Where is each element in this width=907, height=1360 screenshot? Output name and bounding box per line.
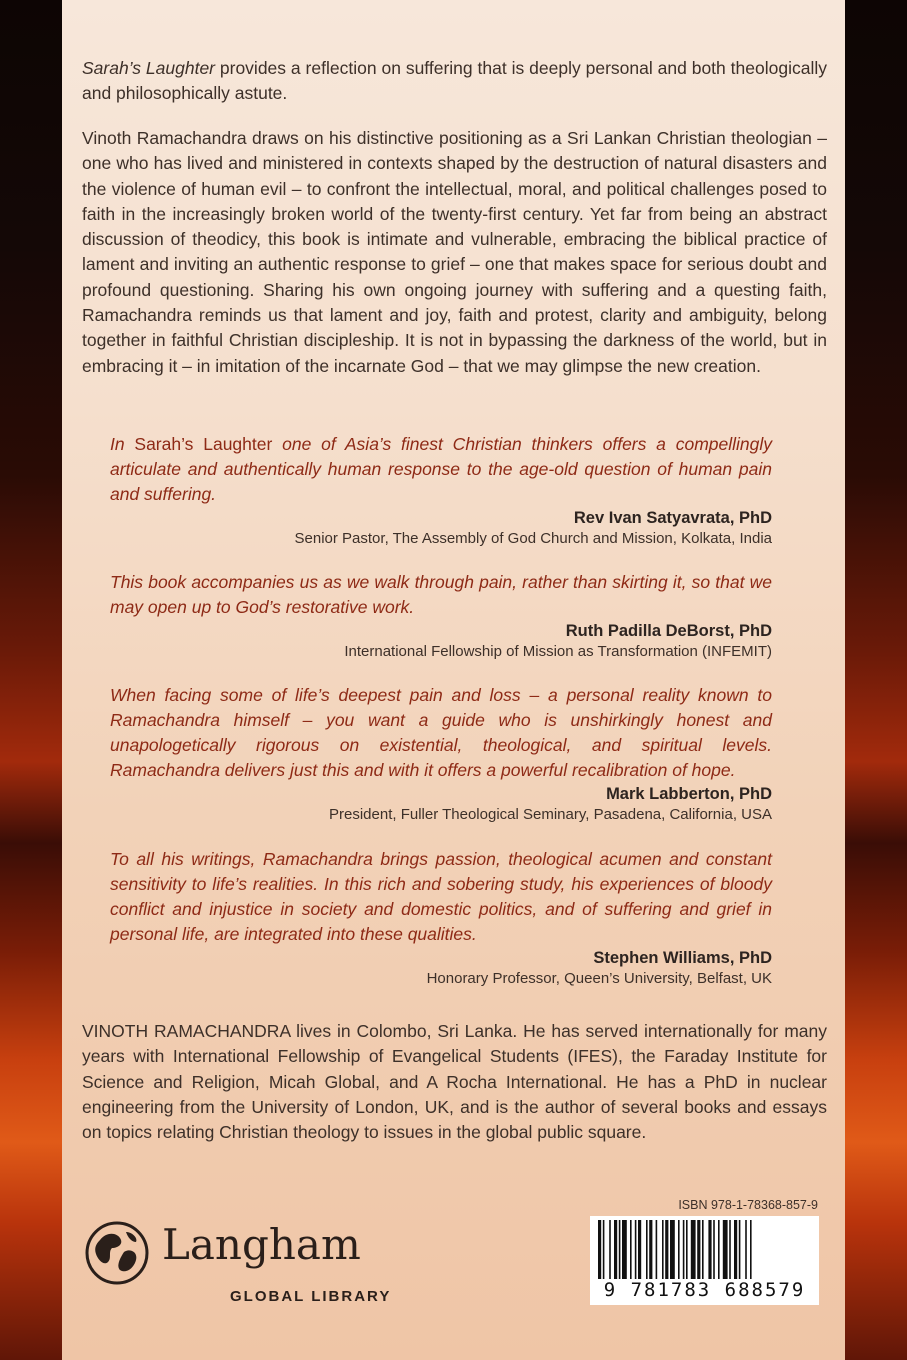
barcode-bars <box>596 1220 813 1280</box>
book-description: Vinoth Ramachandra draws on his distinctive positioning as a Sri Lankan Christian theologian – one who has lived and ministered in contexts shaped by the destruction of natural disasters and the violence of human evil – to confront the intellectual, moral, and political challenges posed to faith in the increasingly broken world of the twenty-first century. Yet far from being an abstract discussion of theodicy, this book is intimate and vulnerable, embracing the biblical practice of lament and inviting an authentic response to grief – one that makes space for serious doubt and profound questioning. Sharing his own ongoing journey with suffering and a questing faith, Ramachandra reminds us that lament and joy, faith and protest, clarity and ambiguity, belong together in faithful Christian discipleship. It is not in bypassing the darkness of the world, but in embracing it – in imitation of the incarnate God – that we may glimpse the new creation. <box>82 128 827 376</box>
barcode-bar <box>649 1220 652 1280</box>
barcode-bar <box>656 1220 658 1280</box>
barcode-bar <box>614 1220 617 1280</box>
barcode-bar <box>697 1220 700 1280</box>
back-cover-panel <box>62 0 845 1360</box>
publisher-logo <box>82 1218 392 1308</box>
barcode-bar <box>662 1220 664 1280</box>
endorsement-1 <box>110 432 772 549</box>
intro-paragraph <box>82 56 827 107</box>
endorsement-quote: In Sarah’s Laughter one of Asia’s finest Christian thinkers offers a compellingly articulate and authentically human response to the age-old question of human pain and suffering. <box>110 434 773 504</box>
barcode-bar <box>646 1220 648 1280</box>
endorser-affiliation: Senior Pastor, The Assembly of God Church and Mission, Kolkata, India <box>294 530 772 547</box>
quoted-book-title: Sarah’s Laughter <box>134 434 273 454</box>
endorsement-4 <box>110 847 772 989</box>
endorser-affiliation: President, Fuller Theological Seminary, Pasadena, California, USA <box>329 806 772 823</box>
barcode <box>590 1216 819 1305</box>
endorsement-2 <box>110 570 772 662</box>
barcode-bar <box>683 1220 685 1280</box>
endorser-name: Stephen Williams, PhD <box>593 949 772 967</box>
barcode-bar <box>603 1220 605 1280</box>
endorsement-3 <box>110 683 772 825</box>
barcode-bar <box>619 1220 621 1280</box>
barcode-bar <box>630 1220 632 1280</box>
barcode-bar <box>729 1220 731 1280</box>
barcode-bar <box>622 1220 627 1280</box>
barcode-bar <box>635 1220 637 1280</box>
barcode-bar <box>678 1220 680 1280</box>
barcode-bar <box>670 1220 675 1280</box>
barcode-bar <box>713 1220 715 1280</box>
endorser-name: Mark Labberton, PhD <box>606 785 772 803</box>
barcode-number: 9 781783 688579 <box>590 1279 819 1301</box>
barcode-bar <box>734 1220 737 1280</box>
barcode-bar <box>723 1220 728 1280</box>
endorser-name: Ruth Padilla DeBorst, PhD <box>565 622 772 640</box>
barcode-bar <box>739 1220 741 1280</box>
intro-book-title: Sarah’s Laughter <box>82 58 215 78</box>
barcode-bar <box>718 1220 720 1280</box>
barcode-bar <box>708 1220 711 1280</box>
cover-art-right-edge <box>837 0 907 1360</box>
endorser-affiliation: International Fellowship of Mission as Transformation (INFEMIT) <box>344 643 772 660</box>
publisher-subtitle: GLOBAL LIBRARY <box>230 1288 392 1305</box>
barcode-bar <box>745 1220 747 1280</box>
globe-icon <box>82 1218 152 1288</box>
publisher-name: Langham <box>162 1220 361 1269</box>
intro-text: provides a reflection on suffering that is deeply personal and both theologically and philosophically astute. <box>82 58 827 104</box>
endorser-name: Rev Ivan Satyavrata, PhD <box>573 509 772 527</box>
endorser-affiliation: Honorary Professor, Queen’s University, Belfast, UK <box>426 970 772 987</box>
barcode-bar <box>702 1220 704 1280</box>
barcode-bar <box>598 1220 601 1280</box>
barcode-bar <box>638 1220 641 1280</box>
isbn-label: ISBN 978-1-78368-857-9 <box>678 1198 818 1212</box>
endorsement-quote: When facing some of life’s deepest pain and loss – a personal reality known to Ramachandra himself – you want a guide who is unshirkingly honest and unapologetically rigorous on existential, theological, and spiritual levels. Ramachandra delivers just this and with it offers a powerful recalibration of hope. <box>110 685 772 780</box>
author-bio: VINOTH RAMACHANDRA lives in Colombo, Sri Lanka. He has served internationally for many years with International Fellowship of Evangelical Students (IFES), the Faraday Institute for Science and Religion, Micah Global, and A Rocha International. He has a PhD in nuclear engineering from the University of London, UK, and is the author of several books and essays on topics relating Christian theology to issues in the global public square. <box>82 1021 827 1143</box>
endorsement-quote: This book accompanies us as we walk through pain, rather than skirting it, so that we may open up to God’s restorative work. <box>110 572 772 617</box>
barcode-bar <box>691 1220 696 1280</box>
endorsement-quote: To all his writings, Ramachandra brings passion, theological acumen and constant sensitivity to life’s realities. In this rich and sobering study, his experiences of bloody conflict and injustice in society and domestic politics, and of suffering and grief in personal life, are integrated into these qualities. <box>110 849 772 944</box>
cover-art-left-edge <box>0 0 70 1360</box>
barcode-bar <box>750 1220 752 1280</box>
barcode-bar <box>609 1220 611 1280</box>
barcode-bar <box>665 1220 668 1280</box>
barcode-bar <box>686 1220 688 1280</box>
